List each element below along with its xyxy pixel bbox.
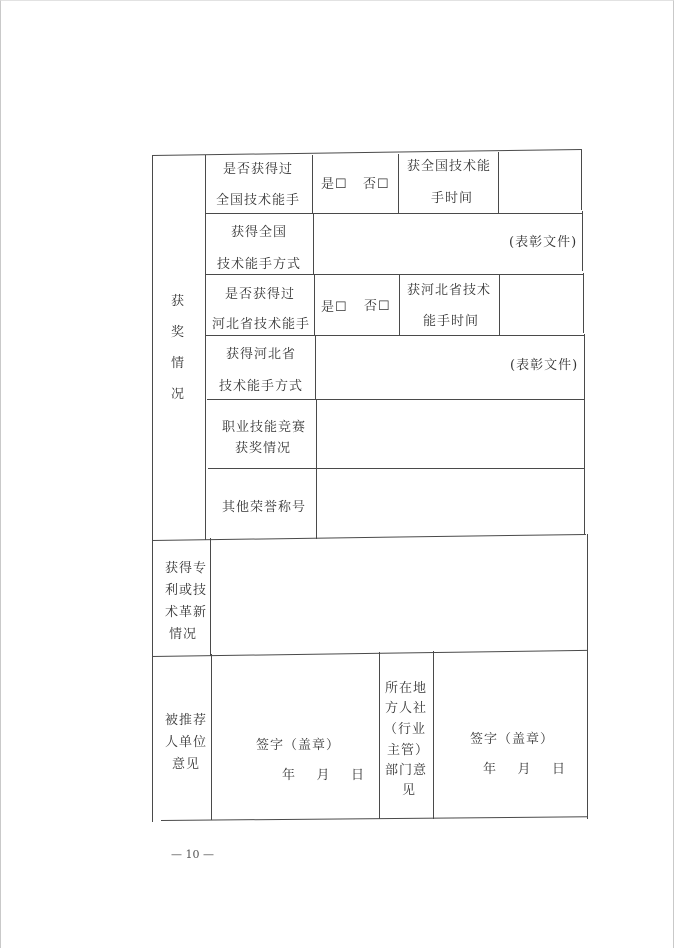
competition-label-line1: 职业技能竞赛 <box>222 420 307 435</box>
national-method-line2: 技术能手方式 <box>217 257 302 272</box>
national-yes-checkbox[interactable]: 是☐ <box>321 177 348 192</box>
hebei-time-label-line2: 能手时间 <box>423 314 480 329</box>
national-no-checkbox[interactable]: 否☐ <box>363 177 390 192</box>
national-question-line1: 是否获得过 <box>223 162 294 177</box>
hebei-question-line2: 河北省技术能手 <box>212 317 311 332</box>
unit-date-label: 年 月 日 <box>282 768 366 783</box>
hebei-no-checkbox[interactable]: 否☐ <box>364 299 391 314</box>
document-page: 获 奖 情 况 是否获得过 全国技术能手 是☐ 否☐ 获全国技术能 手时间 获得全国 技术能手方式 (表彰文件) 是否获得过 河北省技术能手 是☐ 否☐ 获河北省技术 能手时间 获得河北省 技术能手方式 (表彰文件) 职业技能竞赛 获奖情况 其他荣誉称号 获得专 利或技 术革新 情况 被推荐 人单位 意见 签字（盖章） 年 月 日 所在地 方人社 （行业 主管） 部门意 见 签字（盖章） 年 月 日 — 10 — <box>0 0 674 948</box>
national-method-note: (表彰文件) <box>509 235 578 250</box>
hebei-method-input[interactable] <box>318 338 498 396</box>
page-number: — 10 — <box>171 848 214 861</box>
hebei-yes-checkbox[interactable]: 是☐ <box>321 300 348 315</box>
hebei-method-note: (表彰文件) <box>510 358 579 373</box>
patents-input[interactable] <box>213 541 583 651</box>
national-time-label-line1: 获全国技术能 <box>407 159 492 174</box>
other-honors-label: 其他荣誉称号 <box>222 500 307 515</box>
national-method-input[interactable] <box>316 215 496 271</box>
hebei-method-line2: 技术能手方式 <box>219 379 304 394</box>
other-honors-input[interactable] <box>319 471 582 535</box>
national-time-label-line2: 手时间 <box>431 191 474 206</box>
competition-input[interactable] <box>319 402 581 465</box>
national-method-line1: 获得全国 <box>231 225 288 240</box>
dept-signature-label: 签字（盖章） <box>470 732 555 747</box>
competition-label-line2: 获奖情况 <box>235 441 292 456</box>
national-question-line2: 全国技术能手 <box>216 193 301 208</box>
hebei-question-line1: 是否获得过 <box>225 287 296 302</box>
dept-date-label: 年 月 日 <box>483 762 567 777</box>
hebei-method-line1: 获得河北省 <box>226 347 297 362</box>
unit-signature-label: 签字（盖章） <box>256 738 341 753</box>
national-time-input[interactable] <box>501 157 579 211</box>
hebei-time-input[interactable] <box>502 277 580 332</box>
hebei-time-label-line1: 获河北省技术 <box>407 283 492 298</box>
